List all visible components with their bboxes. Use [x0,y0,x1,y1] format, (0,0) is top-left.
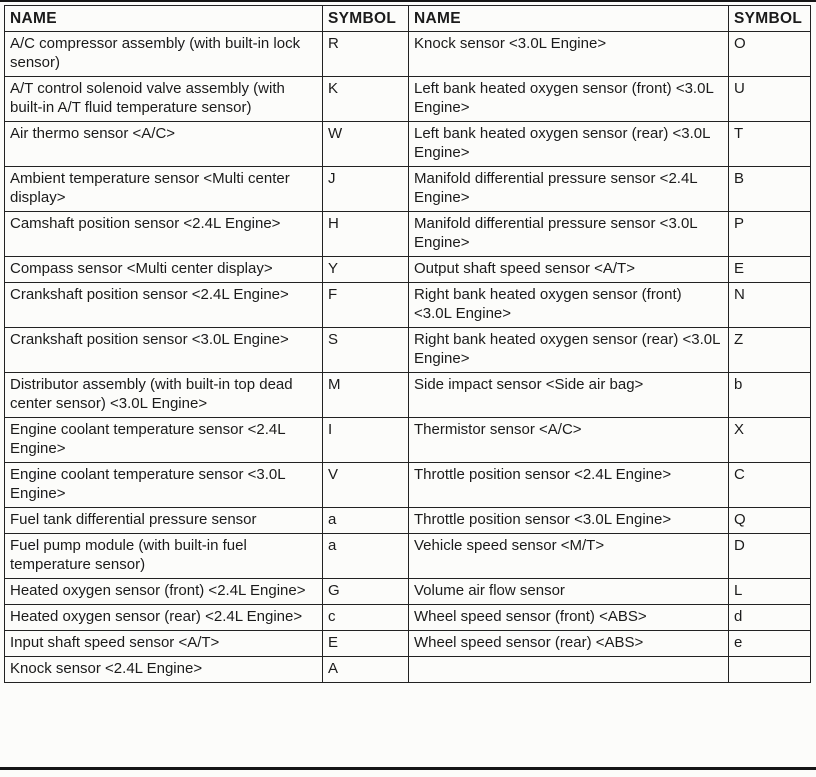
symbol-cell-left: K [323,77,409,122]
name-cell-right: Throttle position sensor <3.0L Engine> [409,508,729,534]
table-header [5,6,811,32]
name-cell-right: Vehicle speed sensor <M/T> [409,534,729,579]
name-cell-right: Side impact sensor <Side air bag> [409,373,729,418]
symbol-cell-right: D [729,534,811,579]
name-cell-right: Knock sensor <3.0L Engine> [409,32,729,77]
name-cell-right: Manifold differential pressure sensor <3.0L Engine> [409,212,729,257]
name-cell-left: Ambient temperature sensor <Multi center display> [5,167,323,212]
symbol-cell-left: J [323,167,409,212]
table-row [5,77,811,122]
name-cell-left: Crankshaft position sensor <2.4L Engine> [5,283,323,328]
table-row [5,32,811,77]
symbol-cell-left: V [323,463,409,508]
symbol-cell-left: I [323,418,409,463]
symbol-cell-right: L [729,579,811,605]
table-row [5,167,811,212]
table-row [5,605,811,631]
symbol-cell-left: c [323,605,409,631]
header-name-right: NAME [409,6,729,32]
name-cell-right: Right bank heated oxygen sensor (rear) <3.0L Engine> [409,328,729,373]
symbol-cell-left: Y [323,257,409,283]
name-cell-left: A/C compressor assembly (with built-in lock sensor) [5,32,323,77]
name-cell-left: Heated oxygen sensor (rear) <2.4L Engine> [5,605,323,631]
symbol-cell-right: X [729,418,811,463]
name-cell-right: Volume air flow sensor [409,579,729,605]
table-row [5,328,811,373]
table-row [5,631,811,657]
table-row [5,257,811,283]
table-row [5,373,811,418]
name-cell-right: Wheel speed sensor (front) <ABS> [409,605,729,631]
table-row [5,657,811,683]
header-name-left: NAME [5,6,323,32]
symbol-cell-left: E [323,631,409,657]
name-cell-left: Air thermo sensor <A/C> [5,122,323,167]
symbol-cell-left: F [323,283,409,328]
symbol-cell-right: P [729,212,811,257]
symbol-cell-right: Z [729,328,811,373]
name-cell-left: Knock sensor <2.4L Engine> [5,657,323,683]
header-symbol-left: SYMBOL [323,6,409,32]
scan-edge-bottom [0,767,816,770]
name-cell-left: Engine coolant temperature sensor <2.4L Engine> [5,418,323,463]
symbol-cell-right: d [729,605,811,631]
table-row [5,122,811,167]
name-cell-right: Thermistor sensor <A/C> [409,418,729,463]
name-cell-left: Compass sensor <Multi center display> [5,257,323,283]
name-cell-left: Input shaft speed sensor <A/T> [5,631,323,657]
symbol-cell-left: W [323,122,409,167]
symbol-cell-left: S [323,328,409,373]
symbol-cell-right: T [729,122,811,167]
symbol-cell-right: O [729,32,811,77]
name-cell-right: Manifold differential pressure sensor <2.4L Engine> [409,167,729,212]
name-cell-left: Distributor assembly (with built-in top dead center sensor) <3.0L Engine> [5,373,323,418]
name-cell-left: Fuel pump module (with built-in fuel temperature sensor) [5,534,323,579]
symbol-cell-left: a [323,508,409,534]
symbol-cell-right: b [729,373,811,418]
symbol-cell-right: e [729,631,811,657]
name-cell-left: Fuel tank differential pressure sensor [5,508,323,534]
name-cell-right: Throttle position sensor <2.4L Engine> [409,463,729,508]
name-cell-left: Crankshaft position sensor <3.0L Engine> [5,328,323,373]
symbol-cell-right [729,657,811,683]
table-row [5,212,811,257]
table-row [5,508,811,534]
name-cell-right: Right bank heated oxygen sensor (front) <3.0L Engine> [409,283,729,328]
table-row [5,463,811,508]
name-cell-right [409,657,729,683]
table-row [5,579,811,605]
table-row [5,418,811,463]
name-cell-left: Camshaft position sensor <2.4L Engine> [5,212,323,257]
sensor-table-body [5,32,811,683]
header-symbol-right: SYMBOL [729,6,811,32]
name-cell-left: Engine coolant temperature sensor <3.0L Engine> [5,463,323,508]
symbol-cell-left: M [323,373,409,418]
symbol-cell-right: E [729,257,811,283]
name-cell-right: Output shaft speed sensor <A/T> [409,257,729,283]
symbol-cell-left: a [323,534,409,579]
symbol-cell-left: G [323,579,409,605]
table-row [5,534,811,579]
symbol-cell-right: U [729,77,811,122]
table-row [5,283,811,328]
header-row [5,6,811,32]
scan-edge-top [0,0,816,2]
name-cell-left: Heated oxygen sensor (front) <2.4L Engine> [5,579,323,605]
sensor-symbol-table [4,5,811,683]
name-cell-right: Left bank heated oxygen sensor (front) <3.0L Engine> [409,77,729,122]
symbol-cell-right: C [729,463,811,508]
symbol-cell-right: N [729,283,811,328]
name-cell-left: A/T control solenoid valve assembly (with built-in A/T fluid temperature sensor) [5,77,323,122]
symbol-cell-left: R [323,32,409,77]
symbol-cell-right: Q [729,508,811,534]
name-cell-right: Wheel speed sensor (rear) <ABS> [409,631,729,657]
name-cell-right: Left bank heated oxygen sensor (rear) <3.0L Engine> [409,122,729,167]
symbol-cell-left: H [323,212,409,257]
symbol-cell-right: B [729,167,811,212]
symbol-cell-left: A [323,657,409,683]
